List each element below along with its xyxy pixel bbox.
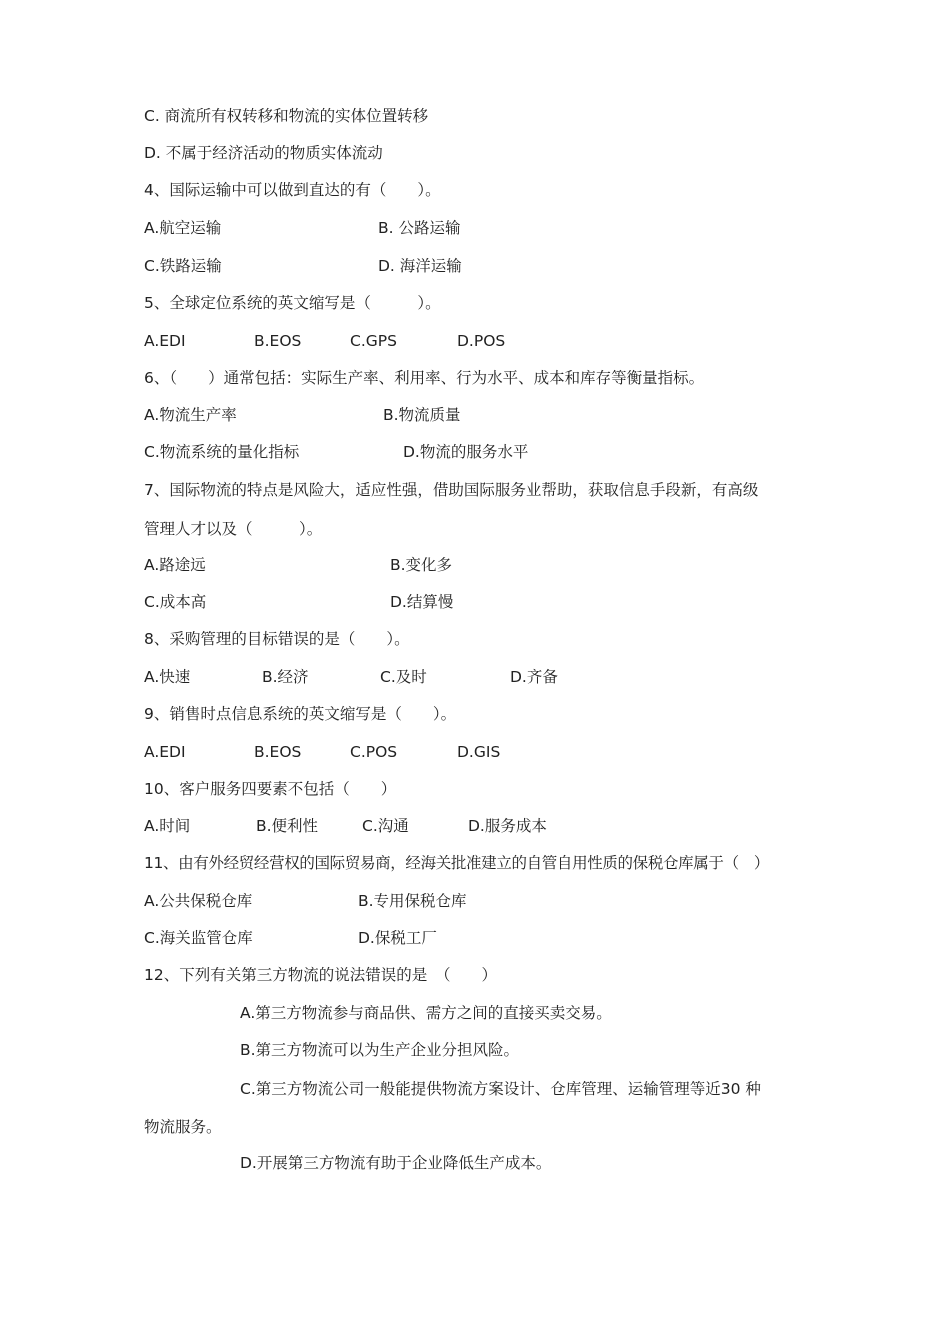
q8-option-d: D.齐备 bbox=[510, 668, 558, 686]
q5-option-a: A.EDI bbox=[144, 332, 186, 350]
question-12: 12、下列有关第三方物流的说法错误的是 （ ） bbox=[144, 966, 497, 984]
q8-option-a: A.快速 bbox=[144, 668, 191, 686]
q9-option-c: C.POS bbox=[350, 743, 398, 761]
q4-option-d: D. 海洋运输 bbox=[378, 257, 462, 275]
q8-option-b: B.经济 bbox=[262, 668, 309, 686]
question-5: 5、全球定位系统的英文缩写是（ ）。 bbox=[144, 294, 441, 312]
question-4: 4、国际运输中可以做到直达的有（ ）。 bbox=[144, 181, 441, 199]
q5-option-d: D.POS bbox=[457, 332, 506, 350]
q12-option-c-line-1: C.第三方物流公司一般能提供物流方案设计、仓库管理、运输管理等近30 种 bbox=[240, 1080, 761, 1098]
q6-option-d: D.物流的服务水平 bbox=[403, 443, 529, 461]
q4-option-a: A.航空运输 bbox=[144, 219, 222, 237]
q9-option-a: A.EDI bbox=[144, 743, 186, 761]
q10-option-a: A.时间 bbox=[144, 817, 191, 835]
q7-option-c: C.成本高 bbox=[144, 593, 207, 611]
q12-option-d: D.开展第三方物流有助于企业降低生产成本。 bbox=[240, 1154, 552, 1172]
q11-option-d: D.保税工厂 bbox=[358, 929, 437, 947]
q6-option-a: A.物流生产率 bbox=[144, 406, 237, 424]
q3-option-d: D. 不属于经济活动的物质实体流动 bbox=[144, 144, 383, 162]
q5-option-c: C.GPS bbox=[350, 332, 397, 350]
q7-option-b: B.变化多 bbox=[390, 556, 453, 574]
question-8: 8、采购管理的目标错误的是（ ）。 bbox=[144, 630, 410, 648]
q7-option-d: D.结算慢 bbox=[390, 593, 454, 611]
question-6: 6、（ ）通常包括：实际生产率、利用率、行为水平、成本和库存等衡量指标。 bbox=[144, 369, 705, 387]
q5-option-b: B.EOS bbox=[254, 332, 302, 350]
q9-option-d: D.GIS bbox=[457, 743, 501, 761]
q12-option-a: A.第三方物流参与商品供、需方之间的直接买卖交易。 bbox=[240, 1004, 612, 1022]
q12-option-b: B.第三方物流可以为生产企业分担风险。 bbox=[240, 1041, 520, 1059]
question-10: 10、客户服务四要素不包括（ ） bbox=[144, 780, 397, 798]
q7-option-a: A.路途远 bbox=[144, 556, 206, 574]
q12-option-c-line-2: 物流服务。 bbox=[144, 1118, 222, 1136]
question-7-line-1: 7、国际物流的特点是风险大，适应性强，借助国际服务业帮助，获取信息手段新，有高级 bbox=[144, 481, 759, 499]
q6-option-b: B.物流质量 bbox=[383, 406, 461, 424]
q6-option-c: C.物流系统的量化指标 bbox=[144, 443, 300, 461]
q3-option-c: C. 商流所有权转移和物流的实体位置转移 bbox=[144, 107, 429, 125]
q11-option-c: C.海关监管仓库 bbox=[144, 929, 253, 947]
q4-option-b: B. 公路运输 bbox=[378, 219, 461, 237]
q8-option-c: C.及时 bbox=[380, 668, 427, 686]
q10-option-b: B.便利性 bbox=[256, 817, 319, 835]
q11-option-b: B.专用保税仓库 bbox=[358, 892, 467, 910]
q11-option-a: A.公共保税仓库 bbox=[144, 892, 253, 910]
question-7-line-2: 管理人才以及（ ）。 bbox=[144, 520, 323, 538]
question-11: 11、由有外经贸经营权的国际贸易商，经海关批准建立的自管自用性质的保税仓库属于（ ） bbox=[144, 854, 770, 872]
q4-option-c: C.铁路运输 bbox=[144, 257, 222, 275]
question-9: 9、销售时点信息系统的英文缩写是（ ）。 bbox=[144, 705, 457, 723]
q9-option-b: B.EOS bbox=[254, 743, 302, 761]
q10-option-d: D.服务成本 bbox=[468, 817, 547, 835]
q10-option-c: C.沟通 bbox=[362, 817, 409, 835]
